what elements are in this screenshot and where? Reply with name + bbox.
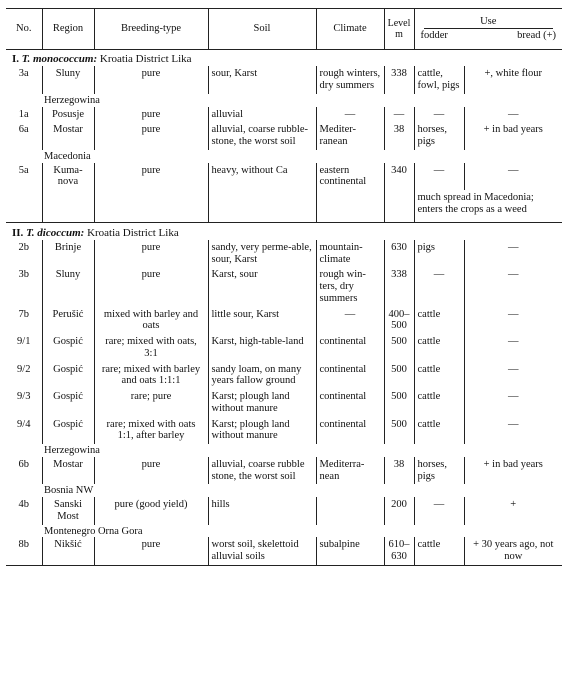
cell-breeding: pure — [94, 240, 208, 268]
cell-fodder: cattle — [414, 362, 464, 390]
cell-fodder: cattle — [414, 389, 464, 417]
cell-climate: — — [316, 107, 384, 123]
cell-fodder: — — [414, 497, 464, 525]
cell-bread: — — [464, 362, 562, 390]
cell-breeding: rare; pure — [94, 389, 208, 417]
cell-soil: Karst; plough land without manure — [208, 389, 316, 417]
subregion-heading — [6, 150, 562, 163]
cell-bread: — — [464, 334, 562, 362]
cell-no: 5a — [18, 164, 29, 176]
subregion-label: Bosnia NW — [44, 485, 94, 497]
species-name: T. dicoccum: — [26, 226, 85, 239]
cell-level: 338 — [384, 66, 414, 94]
cell-fodder: cattle — [414, 334, 464, 362]
cell-fodder: — — [414, 267, 464, 306]
cell-region: Sluny — [42, 267, 94, 306]
cell-fodder: cattle — [414, 537, 464, 565]
cell-bread: + — [464, 497, 562, 525]
header-soil: Soil — [208, 9, 316, 50]
cell-region: Gospić — [42, 417, 94, 445]
cell-breeding: rare; mixed with oats, 3:1 — [94, 334, 208, 362]
subregion-label: Montenegro Orna Gora — [44, 525, 143, 537]
cell-no: 1a — [18, 108, 29, 120]
header-use-label: Use — [424, 16, 553, 29]
table-row — [6, 240, 562, 268]
section-numeral: I. — [12, 53, 20, 65]
cell-climate — [316, 497, 384, 525]
cell-fodder: cattle — [414, 417, 464, 445]
cell-breeding: pure — [94, 163, 208, 191]
cell-no: 6a — [18, 124, 29, 136]
cell-breeding: rare; mixed with oats 1:1, after barley — [94, 417, 208, 445]
cell-no: 4b — [18, 499, 29, 511]
header-bread: bread (+) — [517, 30, 557, 41]
section-heading — [6, 222, 562, 240]
cell-soil: alluvial — [208, 107, 316, 123]
cell-bread: — — [464, 389, 562, 417]
cell-no: 6b — [18, 458, 29, 470]
header-level: Level m — [384, 9, 414, 50]
cell-region: Sluny — [42, 66, 94, 94]
header-breeding: Breeding-type — [94, 9, 208, 50]
cell-region: Nikšić — [42, 537, 94, 565]
cell-region: Sanski Most — [42, 497, 94, 525]
table-row — [6, 497, 562, 525]
table-row — [6, 457, 562, 485]
cell-soil: sandy, very perme-able, sour, Karst — [208, 240, 316, 268]
cell-climate: Mediter-ranean — [316, 122, 384, 150]
cell-breeding: pure (good yield) — [94, 497, 208, 525]
cell-climate: continental — [316, 362, 384, 390]
cell-soil: Karst, sour — [208, 267, 316, 306]
cell-soil: worst soil, skelettoid alluvial soils — [208, 537, 316, 565]
cell-bread: — — [464, 307, 562, 335]
cell-level: 340 — [384, 163, 414, 191]
cell-bread: + in bad years — [464, 122, 562, 150]
cell-level: 338 — [384, 267, 414, 306]
cell-no: 7b — [18, 308, 29, 320]
cell-soil: alluvial, coarse rubble stone, the worst soil — [208, 457, 316, 485]
header-no: No. — [6, 9, 42, 50]
cell-breeding: pure — [94, 537, 208, 565]
cell-fodder: cattle, fowl, pigs — [414, 66, 464, 94]
table-row — [6, 389, 562, 417]
table-row — [6, 537, 562, 565]
header-climate: Climate — [316, 9, 384, 50]
cell-no: 8b — [6, 537, 42, 565]
cell-climate: Mediterra-nean — [316, 457, 384, 485]
cell-region: Gospić — [42, 334, 94, 362]
cell-region: Kuma-nova — [42, 163, 94, 191]
cell-soil: heavy, without Ca — [208, 163, 316, 191]
cell-bread: + in bad years — [464, 457, 562, 485]
cell-region: Gospić — [42, 362, 94, 390]
cell-climate: — — [316, 307, 384, 335]
cell-region: Perušić — [42, 307, 94, 335]
table-row — [6, 417, 562, 445]
cell-no: 9/3 — [17, 391, 31, 403]
subregion-heading — [6, 484, 562, 497]
subregion-label: Macedonia — [44, 150, 91, 162]
cell-climate: continental — [316, 334, 384, 362]
section-heading — [6, 50, 562, 67]
cell-level: 610–630 — [384, 537, 414, 565]
table-row — [6, 334, 562, 362]
cell-climate: rough win-ters, dry summers — [316, 267, 384, 306]
cell-breeding: pure — [94, 66, 208, 94]
table-row — [6, 163, 562, 191]
subregion-label: Herzegowina — [44, 445, 100, 457]
cell-bread: — — [464, 107, 562, 123]
cell-breeding: pure — [94, 122, 208, 150]
cell-climate: continental — [316, 417, 384, 445]
species-name: T. monococcum: — [21, 53, 98, 65]
cell-climate: subalpine — [316, 537, 384, 565]
table-header-row — [6, 9, 562, 50]
table-row — [6, 362, 562, 390]
subregion-label: Herzegowina — [44, 94, 100, 106]
cell-soil: sour, Karst — [208, 66, 316, 94]
cell-level: 500 — [384, 334, 414, 362]
cell-level: 38 — [384, 122, 414, 150]
cell-fodder: pigs — [414, 240, 464, 268]
cell-region: Gospić — [42, 389, 94, 417]
cell-region: Mostar — [42, 122, 94, 150]
cell-breeding: mixed with barley and oats — [94, 307, 208, 335]
cell-level: 630 — [384, 240, 414, 268]
cell-level: 500 — [384, 417, 414, 445]
cell-climate: continental — [316, 389, 384, 417]
cell-level: 38 — [384, 457, 414, 485]
cell-no: 3a — [18, 68, 29, 80]
cell-breeding: pure — [94, 267, 208, 306]
header-region: Region — [42, 9, 94, 50]
cell-bread: — — [464, 163, 562, 191]
cell-no: 2b — [18, 241, 29, 253]
cell-region: Brinje — [42, 240, 94, 268]
cell-fodder: cattle — [414, 307, 464, 335]
cell-fodder: — — [414, 163, 464, 191]
table-row — [6, 190, 562, 222]
table-row — [6, 307, 562, 335]
cell-region: Mostar — [42, 457, 94, 485]
cell-fodder: horses, pigs — [414, 457, 464, 485]
section-numeral: II. — [12, 226, 24, 239]
table-row — [6, 107, 562, 123]
cell-level: 500 — [384, 362, 414, 390]
cell-bread: +, white flour — [464, 66, 562, 94]
cell-level: 200 — [384, 497, 414, 525]
cell-breeding: rare; mixed with barley and oats 1:1:1 — [94, 362, 208, 390]
cell-bread: — — [464, 240, 562, 268]
cell-climate: eastern continental — [316, 163, 384, 191]
cell-soil: Karst; plough land without manure — [208, 417, 316, 445]
cell-no: 9/4 — [17, 418, 31, 430]
header-use — [414, 9, 562, 50]
cell-no: 9/2 — [17, 363, 31, 375]
cell-note: much spread in Macedonia; enters the crops as a weed — [414, 190, 562, 222]
table-row — [6, 267, 562, 306]
cell-no: 9/1 — [17, 336, 31, 348]
cell-region: Posusje — [42, 107, 94, 123]
cell-fodder: — — [414, 107, 464, 123]
table-row — [6, 122, 562, 150]
section-place: Kroatia District Lika — [87, 226, 179, 239]
subregion-heading — [6, 94, 562, 107]
cell-level: — — [384, 107, 414, 123]
cell-level: 500 — [384, 389, 414, 417]
cell-bread: + 30 years ago, not now — [464, 537, 562, 565]
section-place: Kroatia District Lika — [99, 53, 192, 65]
cell-no: 3b — [18, 269, 29, 281]
cell-soil: sandy loam, on many years fallow ground — [208, 362, 316, 390]
cell-soil: hills — [208, 497, 316, 525]
cell-breeding: pure — [94, 457, 208, 485]
subregion-heading — [6, 525, 562, 538]
header-fodder: fodder — [420, 30, 448, 41]
cell-breeding: pure — [94, 107, 208, 123]
cell-soil: alluvial, coarse rubble-stone, the worst soil — [208, 122, 316, 150]
cell-soil: little sour, Karst — [208, 307, 316, 335]
subregion-heading — [6, 444, 562, 457]
wheat-cultivation-table — [6, 8, 562, 566]
cell-climate: rough winters, dry summers — [316, 66, 384, 94]
table-row — [6, 66, 562, 94]
cell-bread: — — [464, 417, 562, 445]
cell-fodder: horses, pigs — [414, 122, 464, 150]
cell-level: 400–500 — [384, 307, 414, 335]
cell-climate: mountain-climate — [316, 240, 384, 268]
cell-soil: Karst, high-table-land — [208, 334, 316, 362]
cell-bread: — — [464, 267, 562, 306]
